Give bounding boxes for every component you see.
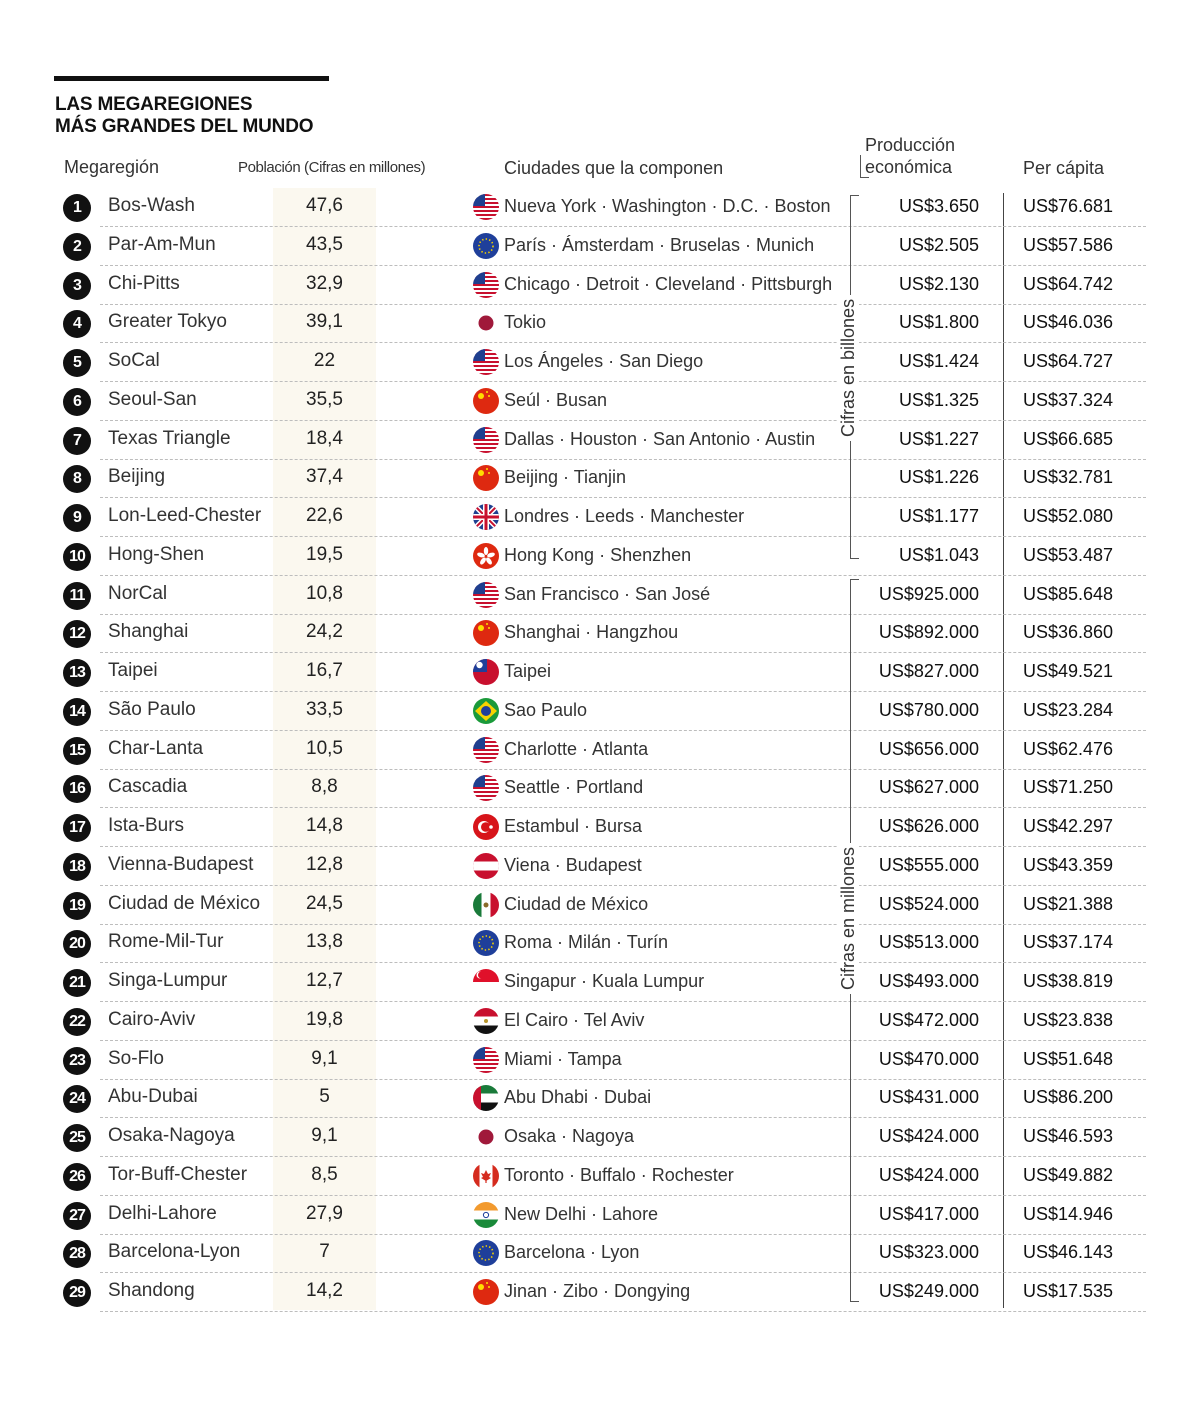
- population-value: 39,1: [306, 311, 343, 332]
- cities-list: Toronto · Buffalo · Rochester: [504, 1165, 734, 1185]
- cities-list: Hong Kong · Shenzhen: [504, 545, 692, 565]
- cities-list: Los Ángeles · San Diego: [504, 351, 704, 371]
- billones-label: Cifras en billones: [838, 295, 859, 441]
- eu-flag-icon: [472, 1239, 500, 1267]
- table-row: [0, 1157, 1200, 1196]
- per-capita-value: US$85.648: [1023, 584, 1114, 604]
- per-capita-value: US$17.535: [1023, 1281, 1114, 1301]
- table-row: [0, 963, 1200, 1002]
- japan-flag-icon: [472, 309, 500, 337]
- per-capita-value: US$38.819: [1023, 971, 1114, 991]
- per-capita-value: US$71.250: [1023, 777, 1114, 797]
- cities-list: Seattle · Portland: [504, 777, 644, 797]
- per-capita-value: US$46.593: [1023, 1126, 1114, 1146]
- megaregion-name: Shandong: [108, 1280, 195, 1301]
- title-line-2: MÁS GRANDES DEL MUNDO: [55, 116, 314, 137]
- megaregion-name: Char-Lanta: [108, 738, 204, 759]
- rank-badge: 17: [63, 814, 91, 842]
- table-row: [0, 1041, 1200, 1080]
- rank-badge: 23: [63, 1047, 91, 1075]
- header-poblacion: Población (Cifras en millones): [238, 159, 426, 176]
- production-value: US$2.130: [898, 274, 979, 294]
- megaregion-name: Ista-Burs: [108, 815, 185, 836]
- megaregion-name: Greater Tokyo: [108, 311, 227, 332]
- rank-badge: 10: [63, 543, 91, 571]
- japan-flag-icon: [472, 1123, 500, 1151]
- production-value: US$2.505: [898, 235, 979, 255]
- megaregion-name: SoCal: [108, 350, 160, 371]
- cities-list: Tokio: [504, 312, 547, 332]
- production-value: US$323.000: [878, 1242, 979, 1262]
- rank-badge: 1: [63, 194, 91, 222]
- population-value: 24,5: [306, 893, 343, 914]
- megaregion-name: Chi-Pitts: [108, 273, 180, 294]
- rank-badge: 20: [63, 930, 91, 958]
- rank-badge: 12: [63, 620, 91, 648]
- production-value: US$1.226: [898, 467, 979, 487]
- per-capita-value: US$37.174: [1023, 932, 1114, 952]
- rank-badge: 16: [63, 775, 91, 803]
- table-row: [0, 227, 1200, 266]
- production-value: US$1.325: [898, 390, 979, 410]
- production-value: US$431.000: [878, 1087, 979, 1107]
- canada-flag-icon: [472, 1162, 500, 1190]
- population-value: 32,9: [306, 273, 343, 294]
- table-row: [0, 576, 1200, 615]
- production-value: US$1.800: [898, 312, 979, 332]
- production-value: US$524.000: [878, 894, 979, 914]
- us-flag-icon: [472, 1046, 500, 1074]
- megaregion-name: Tor-Buff-Chester: [108, 1164, 248, 1185]
- per-capita-value: US$46.143: [1023, 1242, 1114, 1262]
- us-flag-icon: [472, 348, 500, 376]
- cities-list: Sao Paulo: [504, 700, 588, 720]
- table-row: [0, 653, 1200, 692]
- production-value: US$1.227: [898, 429, 979, 449]
- header-megaregion: Megaregión: [64, 157, 160, 177]
- megaregion-name: So-Flo: [108, 1048, 164, 1069]
- rank-badge: 26: [63, 1163, 91, 1191]
- cities-list: Estambul · Bursa: [504, 816, 643, 836]
- cities-list: San Francisco · San José: [504, 584, 711, 604]
- rank-badge: 29: [63, 1279, 91, 1307]
- per-capita-value: US$23.838: [1023, 1010, 1114, 1030]
- rank-badge: 15: [63, 737, 91, 765]
- population-value: 22: [313, 350, 336, 371]
- per-capita-value: US$64.727: [1023, 351, 1114, 371]
- population-value: 37,4: [306, 466, 343, 487]
- population-value: 19,8: [306, 1009, 343, 1030]
- megaregion-name: Cairo-Aviv: [108, 1009, 196, 1030]
- megaregion-name: Delhi-Lahore: [108, 1203, 217, 1224]
- population-value: 27,9: [306, 1203, 343, 1224]
- per-capita-value: US$52.080: [1023, 506, 1114, 526]
- uae-flag-icon: [472, 1084, 500, 1112]
- production-value: US$249.000: [878, 1281, 979, 1301]
- table-row: [0, 1273, 1200, 1312]
- row-divider: [100, 1311, 1146, 1312]
- population-value: 47,6: [306, 195, 343, 216]
- population-value: 35,5: [306, 389, 343, 410]
- table-row: [0, 1079, 1200, 1118]
- population-value: 12,8: [306, 854, 343, 875]
- cities-list: Ciudad de México: [504, 894, 649, 914]
- brazil-flag-icon: [472, 697, 500, 725]
- per-capita-value: US$37.324: [1023, 390, 1114, 410]
- population-value: 16,7: [306, 660, 343, 681]
- rank-badge: 18: [63, 853, 91, 881]
- table-row: [0, 614, 1200, 653]
- rank-badge: 5: [63, 349, 91, 377]
- megaregion-name: Par-Am-Mun: [108, 234, 216, 255]
- population-value: 9,1: [311, 1048, 338, 1069]
- per-capita-value: US$86.200: [1023, 1087, 1114, 1107]
- production-value: US$656.000: [878, 739, 979, 759]
- population-value: 19,5: [306, 544, 343, 565]
- header-ciudades: Ciudades que la componen: [504, 158, 724, 178]
- turkey-flag-icon: [472, 813, 500, 841]
- rank-badge: 22: [63, 1008, 91, 1036]
- rank-badge: 28: [63, 1240, 91, 1268]
- megaregion-name: Seoul-San: [108, 389, 197, 410]
- rank-badge: 9: [63, 504, 91, 532]
- table-row: [0, 924, 1200, 963]
- rank-badge: 2: [63, 233, 91, 261]
- rank-badge: 27: [63, 1202, 91, 1230]
- megaregion-name: Barcelona-Lyon: [108, 1241, 241, 1262]
- production-value: US$417.000: [878, 1204, 979, 1224]
- us-flag-icon: [472, 581, 500, 609]
- header-bracket: [860, 155, 869, 178]
- rank-badge: 19: [63, 892, 91, 920]
- population-value: 22,6: [306, 505, 343, 526]
- production-value: US$3.650: [898, 196, 979, 216]
- header-produccion: [865, 134, 955, 178]
- cities-list: Singapur · Kuala Lumpur: [504, 971, 705, 991]
- per-capita-value: US$36.860: [1023, 622, 1114, 642]
- taiwan-flag-icon: [472, 658, 500, 686]
- cities-list: Charlotte · Atlanta: [504, 739, 649, 759]
- austria-flag-icon: [472, 852, 500, 880]
- megaregion-name: Shanghai: [108, 621, 189, 642]
- population-value: 7: [319, 1241, 330, 1262]
- table-row: [0, 498, 1200, 537]
- per-capita-value: US$46.036: [1023, 312, 1114, 332]
- population-value: 14,2: [306, 1280, 343, 1301]
- megaregion-name: Hong-Shen: [108, 544, 205, 565]
- cities-list: París · Ámsterdam · Bruselas · Munich: [504, 235, 815, 255]
- rank-badge: 6: [63, 388, 91, 416]
- production-value: US$1.424: [898, 351, 979, 371]
- population-value: 43,5: [306, 234, 343, 255]
- rank-badge: 7: [63, 427, 91, 455]
- population-value: 10,5: [306, 738, 343, 759]
- per-capita-value: US$76.681: [1023, 196, 1114, 216]
- us-flag-icon: [472, 193, 500, 221]
- cities-list: Shanghai · Hangzhou: [504, 622, 679, 642]
- cities-list: Viena · Budapest: [504, 855, 642, 875]
- production-value: US$555.000: [878, 855, 979, 875]
- population-value: 12,7: [306, 970, 343, 991]
- china-flag-icon: [472, 464, 500, 492]
- cities-list: New Delhi · Lahore: [504, 1204, 659, 1224]
- per-capita-value: US$62.476: [1023, 739, 1114, 759]
- mexico-flag-icon: [472, 891, 500, 919]
- megaregion-name: São Paulo: [108, 699, 196, 720]
- megaregion-name: Abu-Dubai: [108, 1086, 198, 1107]
- us-flag-icon: [472, 774, 500, 802]
- population-value: 14,8: [306, 815, 343, 836]
- population-value: 8,5: [311, 1164, 338, 1185]
- cities-list: Abu Dhabi · Dubai: [504, 1087, 652, 1107]
- millones-label: Cifras en millones: [838, 843, 859, 994]
- rank-badge: 14: [63, 698, 91, 726]
- per-capita-value: US$32.781: [1023, 467, 1114, 487]
- megaregion-name: Osaka-Nagoya: [108, 1125, 235, 1146]
- population-value: 9,1: [311, 1125, 338, 1146]
- population-value: 18,4: [306, 428, 343, 449]
- per-capita-value: US$57.586: [1023, 235, 1114, 255]
- cities-list: Chicago · Detroit · Cleveland · Pittsburgh: [504, 274, 833, 294]
- production-value: US$424.000: [878, 1126, 979, 1146]
- cities-list: Seúl · Busan: [504, 390, 608, 410]
- header-produccion-line-1: Producción: [865, 135, 956, 155]
- header-produccion-line-2: económica: [865, 157, 953, 177]
- rank-badge: 21: [63, 969, 91, 997]
- per-capita-value: US$53.487: [1023, 545, 1114, 565]
- china-flag-icon: [472, 1278, 500, 1306]
- population-value: 13,8: [306, 931, 343, 952]
- megaregion-name: Cascadia: [108, 776, 188, 797]
- table-row: [0, 731, 1200, 770]
- table-row: [0, 769, 1200, 808]
- cities-list: Londres · Leeds · Manchester: [504, 506, 745, 526]
- cities-list: El Cairo · Tel Aviv: [504, 1010, 645, 1030]
- rank-badge: 8: [63, 465, 91, 493]
- production-value: US$513.000: [878, 932, 979, 952]
- population-value: 24,2: [306, 621, 343, 642]
- megaregion-name: Taipei: [108, 660, 158, 681]
- megaregion-name: NorCal: [108, 583, 168, 604]
- population-value: 5: [319, 1086, 330, 1107]
- table-row: [0, 537, 1200, 576]
- table-row: [0, 382, 1200, 421]
- megaregion-name: Bos-Wash: [108, 195, 195, 216]
- table-row: [0, 847, 1200, 886]
- population-value: 8,8: [311, 776, 338, 797]
- egypt-flag-icon: [472, 1007, 500, 1035]
- rank-badge: 25: [63, 1124, 91, 1152]
- china-flag-icon: [472, 387, 500, 415]
- table-row: [0, 421, 1200, 460]
- table-row: [0, 1234, 1200, 1273]
- production-value: US$470.000: [878, 1049, 979, 1069]
- megaregion-name: Texas Triangle: [108, 428, 231, 449]
- india-flag-icon: [472, 1201, 500, 1229]
- megaregion-name: Lon-Leed-Chester: [108, 505, 262, 526]
- cities-list: Jinan · Zibo · Dongying: [504, 1281, 691, 1301]
- per-capita-value: US$51.648: [1023, 1049, 1114, 1069]
- title-line-1: LAS MEGAREGIONES: [55, 94, 253, 115]
- production-value: US$1.177: [898, 506, 979, 526]
- cities-list: Osaka · Nagoya: [504, 1126, 635, 1146]
- table-row: [0, 1002, 1200, 1041]
- rank-badge: 3: [63, 272, 91, 300]
- production-value: US$424.000: [878, 1165, 979, 1185]
- production-value: US$493.000: [878, 971, 979, 991]
- megaregion-name: Beijing: [108, 466, 166, 487]
- table-row: [0, 1118, 1200, 1157]
- population-value: 33,5: [306, 699, 343, 720]
- per-capita-value: US$21.388: [1023, 894, 1114, 914]
- per-capita-value: US$14.946: [1023, 1204, 1114, 1224]
- cities-list: Beijing · Tianjin: [504, 467, 627, 487]
- per-capita-value: US$43.359: [1023, 855, 1114, 875]
- production-value: US$626.000: [878, 816, 979, 836]
- hong-kong-flag-icon: [472, 542, 500, 570]
- us-flag-icon: [472, 271, 500, 299]
- title-rule: [54, 76, 329, 81]
- production-value: US$827.000: [878, 661, 979, 681]
- production-value: US$925.000: [878, 584, 979, 604]
- per-capita-value: US$42.297: [1023, 816, 1114, 836]
- megaregion-name: Singa-Lumpur: [108, 970, 228, 991]
- table-row: [0, 266, 1200, 305]
- megaregion-name: Ciudad de México: [108, 893, 261, 914]
- uk-flag-icon: [472, 503, 500, 531]
- table-row: [0, 808, 1200, 847]
- per-capita-value: US$23.284: [1023, 700, 1114, 720]
- table-row: [0, 1196, 1200, 1235]
- page-title: [55, 94, 475, 138]
- cities-list: Taipei: [504, 661, 552, 681]
- table-row: [0, 304, 1200, 343]
- table-row: [0, 343, 1200, 382]
- production-value: US$1.043: [898, 545, 979, 565]
- china-flag-icon: [472, 619, 500, 647]
- megaregion-name: Vienna-Budapest: [108, 854, 254, 875]
- rank-badge: 4: [63, 310, 91, 338]
- cities-list: Barcelona · Lyon: [504, 1242, 640, 1262]
- cities-list: Nueva York · Washington · D.C. · Boston: [504, 196, 831, 216]
- rank-badge: 13: [63, 659, 91, 687]
- production-value: US$892.000: [878, 622, 979, 642]
- table-row: [0, 692, 1200, 731]
- cities-list: Miami · Tampa: [504, 1049, 622, 1069]
- population-value: 10,8: [306, 583, 343, 604]
- megaregion-name: Rome-Mil-Tur: [108, 931, 224, 952]
- eu-flag-icon: [472, 232, 500, 260]
- rank-badge: 11: [63, 582, 91, 610]
- us-flag-icon: [472, 426, 500, 454]
- rank-badge: 24: [63, 1085, 91, 1113]
- table-row: [0, 188, 1200, 227]
- header-per-capita: Per cápita: [1023, 158, 1105, 178]
- table-row: [0, 459, 1200, 498]
- cities-list: Roma · Milán · Turín: [504, 932, 669, 952]
- per-capita-value: US$66.685: [1023, 429, 1114, 449]
- cities-list: Dallas · Houston · San Antonio · Austin: [504, 429, 816, 449]
- us-flag-icon: [472, 736, 500, 764]
- eu-flag-icon: [472, 929, 500, 957]
- table-row: [0, 886, 1200, 925]
- production-value: US$472.000: [878, 1010, 979, 1030]
- production-value: US$627.000: [878, 777, 979, 797]
- per-capita-value: US$49.882: [1023, 1165, 1114, 1185]
- per-capita-value: US$64.742: [1023, 274, 1114, 294]
- per-capita-value: US$49.521: [1023, 661, 1114, 681]
- singapore-flag-icon: [472, 968, 500, 996]
- production-value: US$780.000: [878, 700, 979, 720]
